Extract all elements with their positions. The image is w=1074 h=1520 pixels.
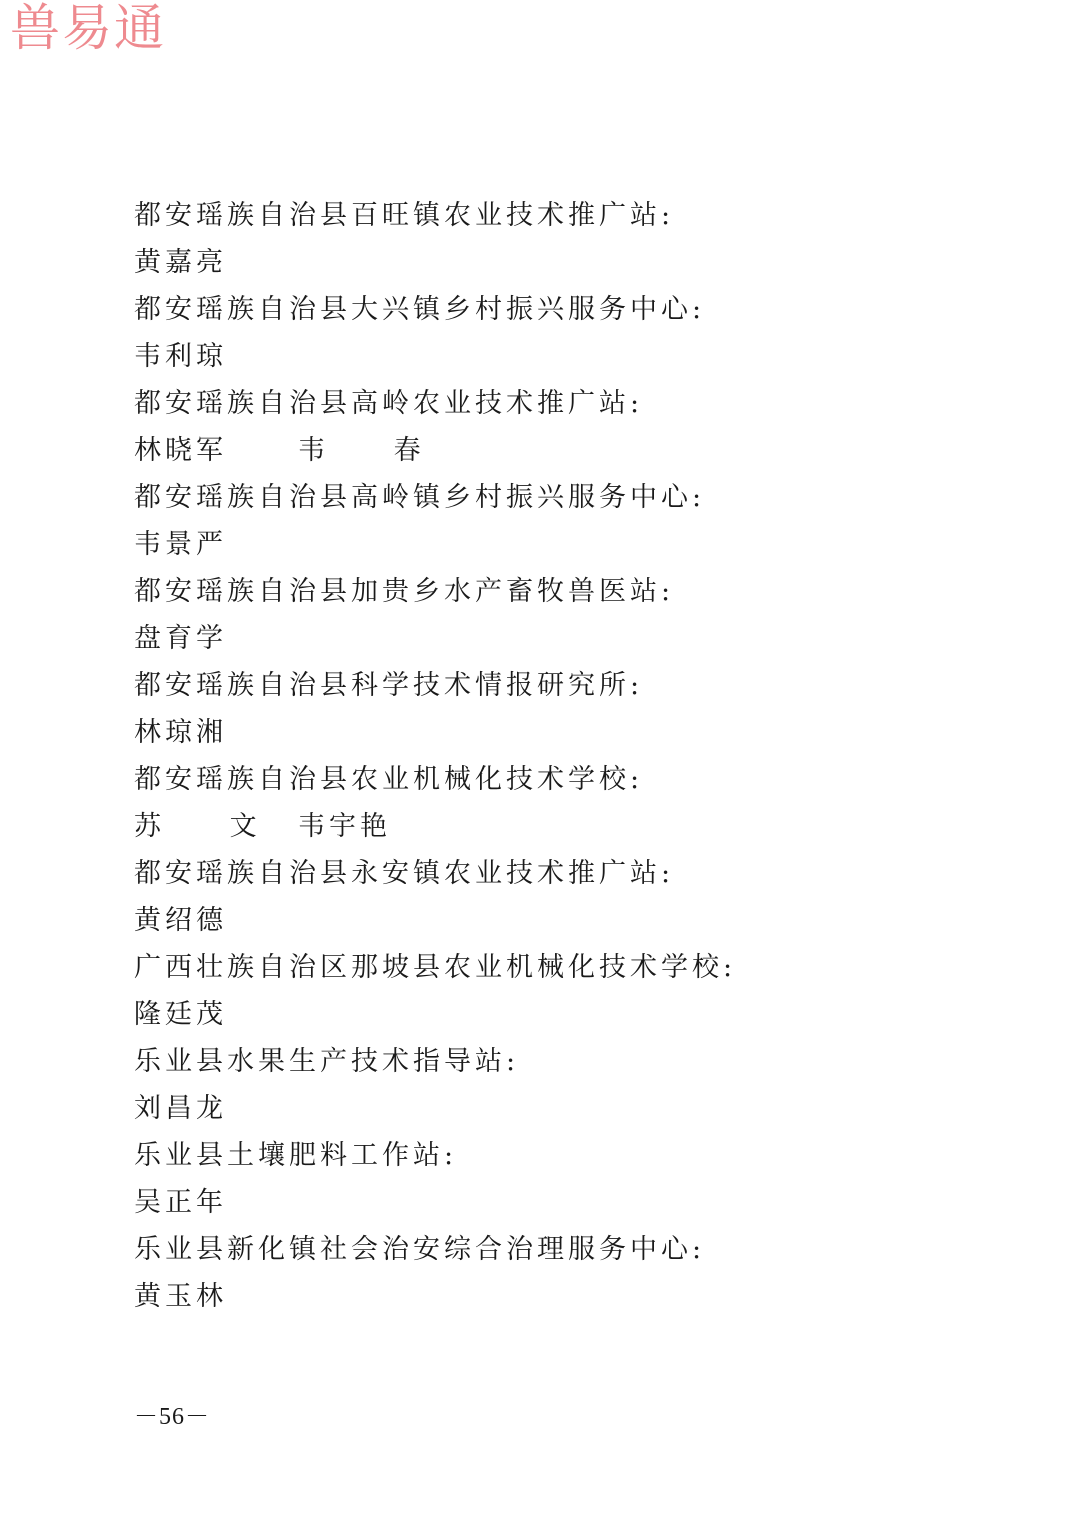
list-entry <box>134 1132 1014 1226</box>
list-entry <box>134 286 1014 380</box>
recipient-name: 韦利琼 <box>134 341 227 372</box>
recipient-name: 林晓军 <box>134 435 227 466</box>
recipient-name: 黄嘉亮 <box>134 247 227 278</box>
organization-name: 都安瑶族自治县高岭农业技术推广站: <box>134 388 644 419</box>
organization-name: 都安瑶族自治县百旺镇农业技术推广站: <box>134 200 675 231</box>
recipient-names <box>134 521 1014 568</box>
organization-name: 广西壮族自治区那坡县农业机械化技术学校: <box>134 952 737 983</box>
recipient-name: 黄玉林 <box>134 1281 227 1312</box>
recipient-names <box>134 897 1014 944</box>
recipient-name: 隆廷茂 <box>134 999 227 1030</box>
recipient-names <box>134 1085 1014 1132</box>
recipient-name: 韦景严 <box>134 529 227 560</box>
list-entry <box>134 850 1014 944</box>
recipient-name: 盘育学 <box>134 623 227 654</box>
recipient-names <box>134 615 1014 662</box>
organization-name: 都安瑶族自治县永安镇农业技术推广站: <box>134 858 675 889</box>
list-entry <box>134 474 1014 568</box>
recipient-names <box>134 239 1014 286</box>
list-entry <box>134 1038 1014 1132</box>
recipient-names <box>134 427 1014 474</box>
recipient-names <box>134 709 1014 756</box>
list-entry <box>134 756 1014 850</box>
recipient-names <box>134 333 1014 380</box>
recipient-name: 苏 文 <box>134 811 287 842</box>
recipient-names <box>134 1179 1014 1226</box>
list-entry <box>134 192 1014 286</box>
organization-name: 都安瑶族自治县高岭镇乡村振兴服务中心: <box>134 482 706 513</box>
watermark-logo-text: 兽易通 <box>10 0 166 57</box>
recipient-name: 韦 春 <box>298 435 451 466</box>
list-entry <box>134 380 1014 474</box>
list-entry <box>134 568 1014 662</box>
award-list <box>134 192 1014 1320</box>
recipient-name: 林琼湘 <box>134 717 227 748</box>
list-entry <box>134 662 1014 756</box>
recipient-name: 吴正年 <box>134 1187 227 1218</box>
list-entry <box>134 944 1014 1038</box>
organization-name: 乐业县水果生产技术指导站: <box>134 1046 520 1077</box>
organization-name: 乐业县土壤肥料工作站: <box>134 1140 458 1171</box>
recipient-name: 刘昌龙 <box>134 1093 227 1124</box>
recipient-names <box>134 1273 1014 1320</box>
recipient-name: 黄绍德 <box>134 905 227 936</box>
organization-name: 都安瑶族自治县科学技术情报研究所: <box>134 670 644 701</box>
page-number: －56－ <box>134 1404 210 1430</box>
organization-name: 都安瑶族自治县大兴镇乡村振兴服务中心: <box>134 294 706 325</box>
recipient-names <box>134 991 1014 1038</box>
recipient-name: 韦宇艳 <box>298 811 391 842</box>
organization-name: 都安瑶族自治县加贵乡水产畜牧兽医站: <box>134 576 675 607</box>
organization-name: 乐业县新化镇社会治安综合治理服务中心: <box>134 1234 706 1265</box>
list-entry <box>134 1226 1014 1320</box>
organization-name: 都安瑶族自治县农业机械化技术学校: <box>134 764 644 795</box>
recipient-names <box>134 803 1014 850</box>
